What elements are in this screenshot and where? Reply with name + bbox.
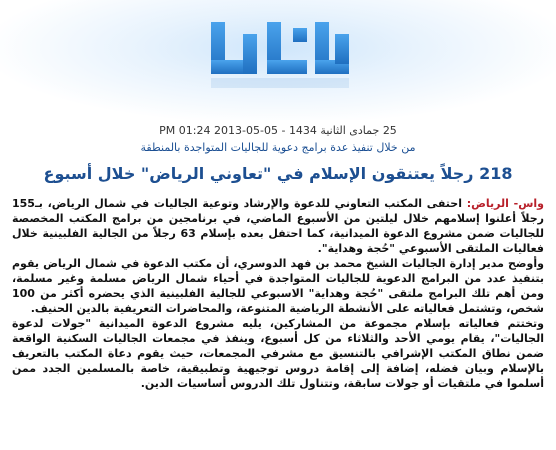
dateline-place: واس- الرياض: [466,197,544,210]
article-body [12,196,544,391]
paragraph-text: وأوضح مدير إدارة الجاليات الشيخ محمد بن فهد الدوسري، أن مكتب الدعوة في شمال الرياض يقوم بتنفيذ عدد من البرامج الدعوية للجاليات المتواجدة في أحياء شمال الرياض مسلمة وغير مسلمة، ومن أهم تلك البرامج ملتقى "حُجة وهداية" الاسبوعي للجالية الفلبينية الذي يحضره أكثر من 100 شخص، وتشتمل فعالياته على الأنشطة الرياضية المتنوعة، والمحاضرات التعريفية بالدين الحنيف. [12,257,544,315]
site-header [0,0,556,120]
article-date: 25 جمادى الثانية 1434 - 05-05-2013 01:24 PM [159,124,397,137]
paragraph [12,196,544,256]
paragraph [12,256,544,316]
article-subtitle: من خلال تنفيذ عدة برامج دعوية للجاليات المتواجدة بالمنطقة [140,141,416,154]
paragraph [12,316,544,391]
paragraph-text: احتفى المكتب التعاوني للدعوة والإرشاد وتوعية الجاليات في شمال الرياض، بـ155 رجلاً أعلنوا إسلامهم خلال ليلتين من الأسبوع الماضي، في برنامجين من برامج المكتب المخصصة للجاليات ضمن مشروع الدعوة الميدانية، كما احتفل بعده بإسلام 63 رجلاً من الجالية الفلبينية خلال فعاليات الملتقى الأسبوعي "حُجة وهداية". [12,197,545,255]
site-logo [205,8,355,94]
paragraph-text: وتختتم فعالياته بإسلام مجموعة من المشاركين، يليه مشروع الدعوة الميدانية "جولات لدعوة الجاليات"، يقام يومي الأحد والثلاثاء من كل أسبوع، وينفذ في مجمعات الجاليات السكنية الواقعة ضمن نطاق المكتب الإشرافي بالتنسيق مع مشرفي المجمعات، حيث يقوم دعاة المكتب بالتعريف بالإسلام وبيان فضله، إضافة إلى إقامة دروس توجيهية وتطبيقية، خاصة بالمسلمين الجدد ممن أسلموا في ملتقيات أو جولات سابقة، وتتناول تلك الدروس أساسيات الدين. [12,317,544,390]
article-headline: 218 رجلاً يعتنقون الإسلام في "تعاوني الرياض" خلال أسبوع [43,164,513,183]
